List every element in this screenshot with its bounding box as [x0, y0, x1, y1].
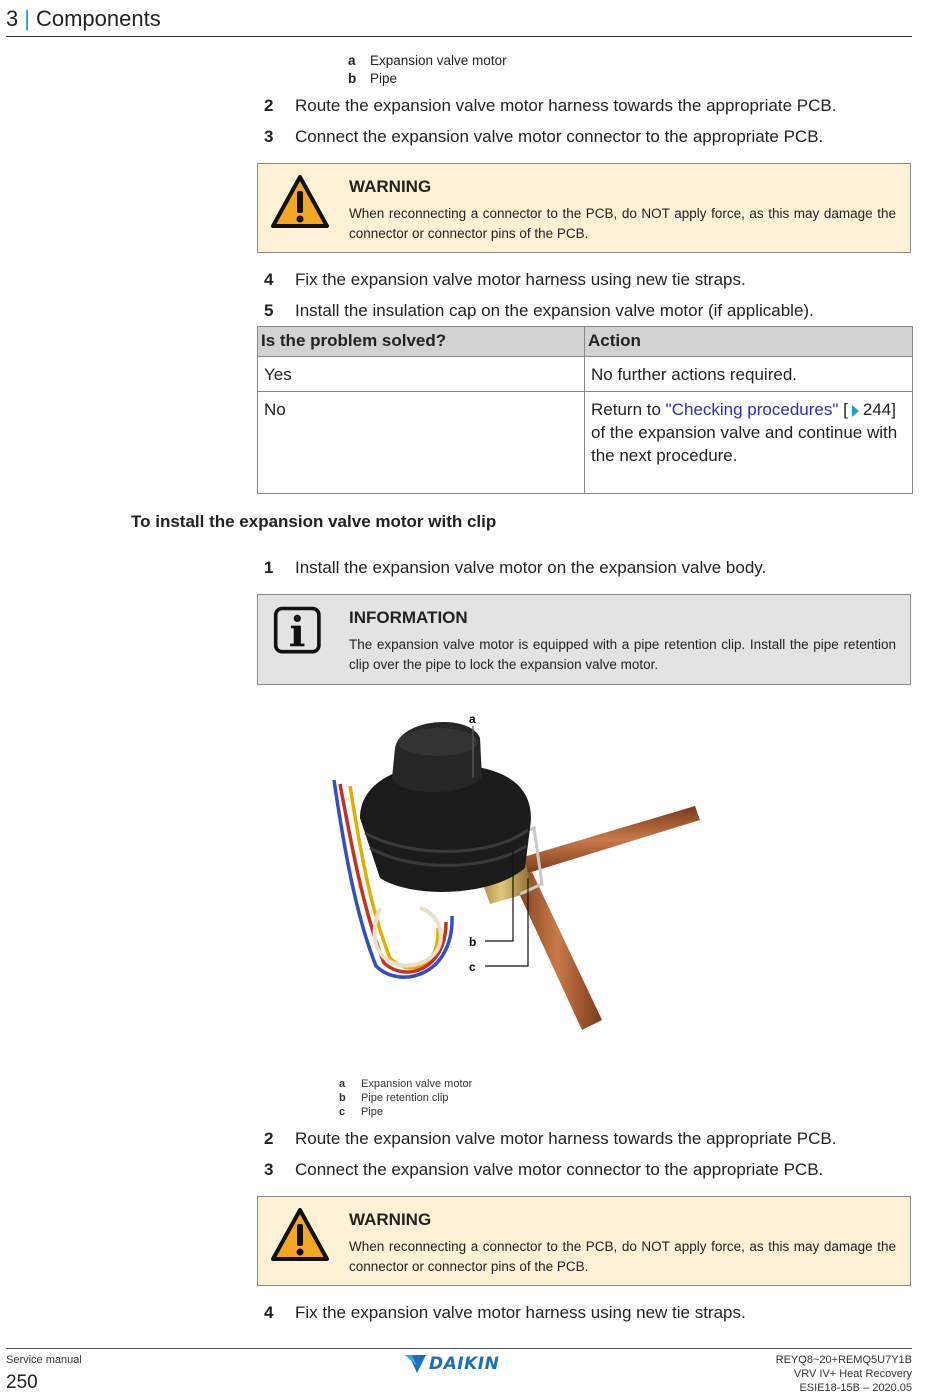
- table-cell: No further actions required.: [585, 357, 913, 392]
- table-header-cell: Action: [585, 327, 913, 357]
- warning-title: WARNING: [349, 1210, 432, 1229]
- daikin-logo: [405, 1352, 513, 1376]
- legend-top: [348, 52, 507, 88]
- table-cell: Yes: [258, 357, 585, 392]
- step-number: 4: [264, 1303, 274, 1322]
- step-number: 5: [264, 301, 274, 320]
- warning-body: When reconnecting a connector to the PCB, do NOT apply force, as this may damage the connector or connector pins of the PCB.: [349, 206, 896, 241]
- step-number: 2: [264, 96, 274, 115]
- step-item: [264, 558, 766, 578]
- footer-doc-code: ESIE18-15B – 2020.05: [799, 1382, 912, 1394]
- step-text: Install the expansion valve motor on the expansion valve body.: [295, 558, 767, 577]
- legend-item: b Pipe retention clip: [339, 1092, 449, 1104]
- action-prefix: Return to: [591, 400, 661, 419]
- step-text: Connect the expansion valve motor connector to the appropriate PCB.: [295, 127, 824, 146]
- warning-title: WARNING: [349, 177, 432, 196]
- photo-label-b: b: [469, 935, 477, 949]
- problem-action-table: [257, 326, 913, 494]
- step-text: Fix the expansion valve motor harness using new tie straps.: [295, 1303, 746, 1322]
- step-text: Route the expansion valve motor harness towards the appropriate PCB.: [295, 1129, 837, 1148]
- information-callout: [257, 594, 911, 685]
- step-number: 3: [264, 127, 274, 146]
- table-header-row: [258, 327, 913, 357]
- footer-model: REYQ8~20+REMQ5U7Y1B: [775, 1354, 912, 1366]
- step-item: [264, 1303, 746, 1323]
- pipe-horizontal: [520, 806, 700, 874]
- table-cell: [585, 392, 913, 494]
- step-item: [264, 301, 814, 321]
- header-separator: |: [24, 6, 30, 31]
- step-item: [264, 127, 823, 147]
- header-divider: [6, 36, 912, 37]
- footer-product: VRV IV+ Heat Recovery: [793, 1368, 912, 1380]
- footer-doc-info: [776, 1353, 912, 1395]
- checking-procedures-link[interactable]: "Checking procedures": [665, 400, 839, 419]
- step-text: Install the insulation cap on the expansion valve motor (if applicable).: [295, 301, 814, 320]
- step-text: Connect the expansion valve motor connector to the appropriate PCB.: [295, 1160, 824, 1179]
- warning-triangle-icon: [270, 1207, 330, 1263]
- table-header-cell: Is the problem solved?: [258, 327, 585, 357]
- daikin-logo-icon: [405, 1354, 427, 1374]
- information-body: The expansion valve motor is equipped with a pipe retention clip. Install the pipe retention clip over the pipe to lock the expansion valve motor.: [349, 637, 896, 672]
- step-number: 2: [264, 1129, 274, 1148]
- page-header-title: [6, 6, 161, 32]
- step-text: Route the expansion valve motor harness towards the appropriate PCB.: [295, 96, 837, 115]
- legend-item: b Pipe: [348, 71, 398, 86]
- step-number: 1: [264, 558, 274, 577]
- step-item: [264, 96, 836, 116]
- footer-divider: [6, 1348, 912, 1349]
- photo-label-c: c: [469, 960, 476, 974]
- warning-callout: [257, 163, 911, 253]
- legend-item: c Pipe: [339, 1106, 384, 1118]
- pipe-vertical: [512, 872, 602, 1030]
- information-icon: [273, 605, 327, 657]
- step-item: [264, 1160, 823, 1180]
- legend-item: a Expansion valve motor: [348, 53, 507, 68]
- legend-item: a Expansion valve motor: [339, 1078, 473, 1090]
- legend-photo: [339, 1077, 472, 1119]
- warning-callout: [257, 1196, 911, 1286]
- step-item: [264, 1129, 836, 1149]
- brand-name: DAIKIN: [429, 1354, 500, 1374]
- chapter-title: Components: [35, 6, 161, 31]
- footer-manual-label: Service manual: [6, 1354, 82, 1366]
- page-ref-open: [: [843, 400, 848, 419]
- chapter-number: 3: [6, 6, 19, 31]
- page-ref-arrow-icon: [852, 405, 859, 417]
- warning-triangle-icon: [270, 174, 330, 230]
- action-suffix: of the expansion valve and continue with the next procedure.: [591, 423, 898, 465]
- table-cell: No: [258, 392, 585, 494]
- section-heading: To install the expansion valve motor with clip: [131, 512, 497, 531]
- step-number: 4: [264, 270, 274, 289]
- information-title: INFORMATION: [349, 608, 468, 627]
- table-row: [258, 357, 913, 392]
- table-row: [258, 392, 913, 494]
- step-text: Fix the expansion valve motor harness using new tie straps.: [295, 270, 746, 289]
- photo-label-a: a: [469, 712, 476, 726]
- step-number: 3: [264, 1160, 274, 1179]
- page-number: 250: [6, 1372, 38, 1393]
- page-ref-number[interactable]: 244]: [862, 400, 896, 419]
- expansion-valve-motor-photo: [320, 708, 720, 1060]
- step-item: [264, 270, 746, 290]
- warning-body: When reconnecting a connector to the PCB, do NOT apply force, as this may damage the connector or connector pins of the PCB.: [349, 1239, 896, 1274]
